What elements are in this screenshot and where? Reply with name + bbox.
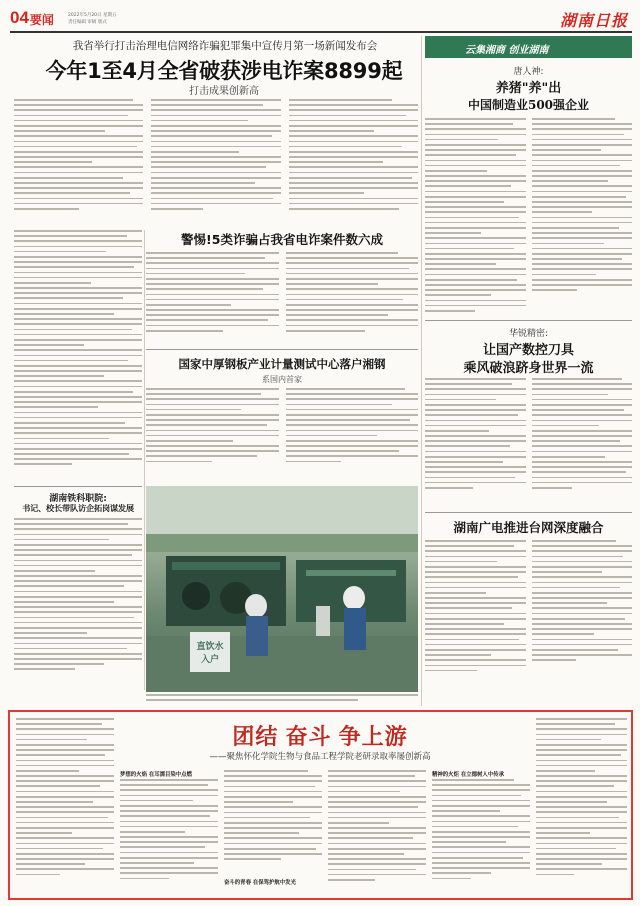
lead-body-text xyxy=(14,98,418,226)
feature-col-5 xyxy=(432,779,530,895)
right-banner xyxy=(425,36,632,58)
teacher-title-line2: 书记、校长带队访企拓岗谋发展 xyxy=(22,503,134,513)
teacher-body-text xyxy=(14,518,142,688)
lead-kicker: 我省举行打击治理电信网络诈骗犯罪集中宣传月第一场新闻发布会 xyxy=(72,40,378,52)
huayi-kicker: 华锐精密: xyxy=(508,329,549,339)
lead-headline: 今年1至4月全省破获涉电诈案8899起 xyxy=(45,59,403,83)
date-line: 2022年5月20日 星期五 xyxy=(68,13,117,18)
tang-headline-line1: 养猪"养"出 xyxy=(495,81,562,96)
steel-body-text xyxy=(146,388,418,480)
photo-scene xyxy=(146,486,418,692)
steel-headline: 国家中厚钢板产业计量测试中心落户湘钢 xyxy=(178,357,386,371)
divider-right xyxy=(421,36,422,706)
feature-col-2 xyxy=(120,779,218,895)
steel-subhead: 系国内首家 xyxy=(262,375,302,384)
feature-inline-head-3: 精神的火炬 在立德树人中传承 xyxy=(432,772,504,778)
right-banner-text: 云集湘商 创业湖南 xyxy=(465,45,549,56)
feature-col-6 xyxy=(536,718,627,894)
photo-credit-text xyxy=(146,694,418,704)
warning-body-text xyxy=(146,252,418,347)
photo-caption-line1: 直饮水 xyxy=(196,642,224,652)
feature-subhead: ——聚焦怀化学院生物与食品工程学院老研录取率屡创新高 xyxy=(209,752,431,762)
broadcast-headline: 湖南广电推进台网深度融合 xyxy=(453,520,604,535)
page-section: 要闻 xyxy=(29,13,54,27)
photo-caption-line2: 入户 xyxy=(200,655,219,665)
feature-col-4 xyxy=(328,770,426,894)
divider-left xyxy=(144,230,145,690)
huayi-headline-line1: 让国产数控刀具 xyxy=(482,343,574,358)
page-number: 04 xyxy=(10,8,29,27)
feature-col-3 xyxy=(224,770,322,874)
tang-kicker: 唐人神: xyxy=(513,67,544,77)
broadcast-top-rule xyxy=(425,512,632,513)
water-pipeline-photo xyxy=(146,486,418,692)
steel-top-rule xyxy=(146,349,418,350)
feature-inline-head-2: 奋斗的青春 在保驾护航中发光 xyxy=(224,880,296,886)
broadcast-body-text xyxy=(425,540,632,700)
lead-subhead: 打击成果创新高 xyxy=(189,86,259,97)
feature-frame xyxy=(8,710,633,900)
tang-body-text xyxy=(425,118,632,328)
photo-caption-box xyxy=(190,632,230,672)
feature-headline: 团结 奋斗 争上游 xyxy=(232,724,408,749)
left-column-text xyxy=(14,230,142,485)
paper-name-logo: 湖南日报 xyxy=(559,11,628,30)
feature-col-1 xyxy=(16,718,114,894)
warning-headline: 警惕!5类诈骗占我省电诈案件数六成 xyxy=(181,232,383,247)
feature-inline-head-1: 梦想的火焰 在耳濡目染中点燃 xyxy=(120,772,192,778)
editors-line: 责任编辑 审稿 版式 xyxy=(68,20,107,25)
teacher-top-rule xyxy=(14,486,142,487)
page-number-badge xyxy=(10,10,62,28)
huayi-top-rule xyxy=(425,320,632,321)
teacher-title-line1: 湖南铁科职院: xyxy=(49,494,107,504)
huayi-headline-line2: 乘风破浪跻身世界一流 xyxy=(463,361,594,376)
masthead xyxy=(10,8,632,30)
masthead-rule xyxy=(10,31,632,33)
tang-headline-line2: 中国制造业500强企业 xyxy=(467,98,590,112)
huayi-body-text xyxy=(425,378,632,508)
